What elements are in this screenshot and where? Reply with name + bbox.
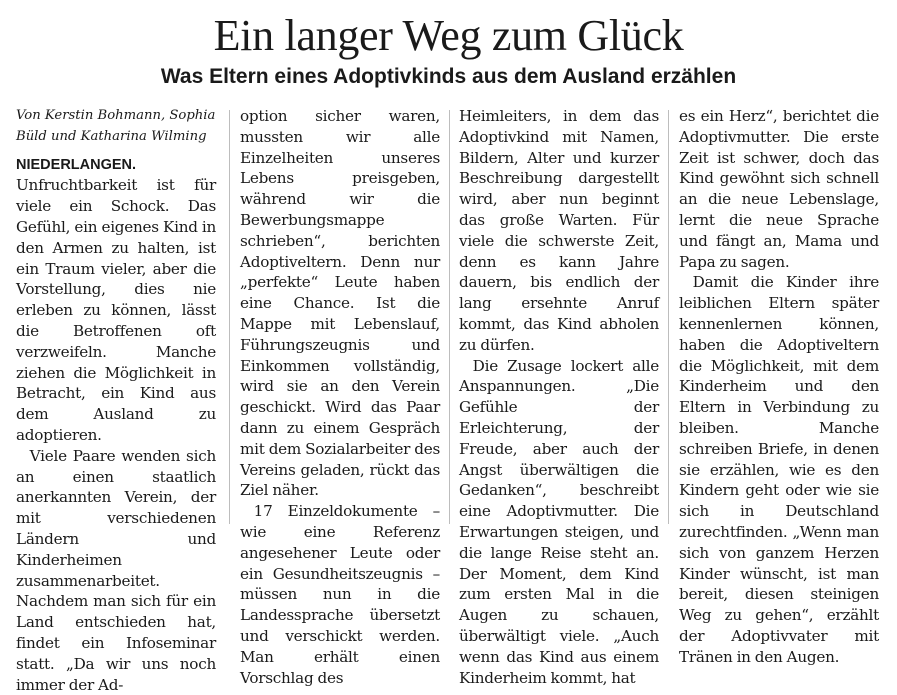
paragraph-text: Unfruchtbarkeit ist für viele ein Schock. Das Gefühl, ein eigenes Kind in den Armen zu halten, ist ein Traum vieler, aber die Vorstellung, dies nie erleben zu können, lässt die Betroffenen oft verzweifeln. Manche ziehen die Möglichkeit in Betracht, ein Kind aus dem Ausland zu adoptieren. — [16, 176, 216, 444]
headline: Ein langer Weg zum Glück — [213, 11, 684, 60]
article-column-1 — [16, 106, 216, 694]
paragraph: Viele Paare wenden sich an einen staatlich anerkannten Verein, der mit verschiedenen Ländern und Kinderheimen zusammenarbeitet. Nachdem man sich für ein Land entschieden hat, findet ein Infoseminar statt. „Da wir uns noch immer der Ad- — [16, 446, 216, 694]
paragraph: Heimleiters, in dem das Adoptivkind mit Namen, Bildern, Alter und kurzer Beschreibung dargestellt wird, aber nun beginnt das große Warten. Für viele die schwerste Zeit, denn es kann Jahre dauern, bis endlich der lang ersehnte Anruf kommt, das Kind abholen zu dürfen. — [459, 107, 659, 354]
paragraph: Damit die Kinder ihre leiblichen Eltern später kennenlernen können, haben die Adoptiveltern die Möglichkeit, mit dem Kinderheim und den Eltern in Verbindung zu bleiben. Manche schreiben Briefe, in denen sie erzählen, wie es den Kindern geht oder wie sie sich in Deutschland zurechtfinden. „Wenn man sich von ganzem Herzen Kinder wünscht, ist man bereit, diesen steinigen Weg zu gehen“, erzählt der Adoptivvater mit Tränen in den Augen. — [679, 273, 879, 666]
column-divider — [668, 110, 669, 524]
column-divider — [229, 110, 230, 524]
column-divider — [449, 110, 450, 524]
subheadline: Was Eltern eines Adoptivkinds aus dem Ausland erzählen — [160, 65, 737, 88]
dateline: NIEDERLANGEN. — [16, 156, 137, 173]
byline: Von Kerstin Bohmann, Sophia Büld und Katharina Wilming — [16, 108, 216, 144]
article-column-2 — [240, 106, 441, 687]
paragraph: 17 Einzeldokumente – wie eine Referenz angesehener Leute oder ein Gesundheitszeugnis – müssen nun in die Landessprache übersetzt und verschickt werden. Man erhält einen Vorschlag des — [240, 502, 440, 687]
paragraph: Die Zusage lockert alle Anspannungen. „Die Gefühle der Erleichterung, der Freude, aber auch der Angst überwältigen die Gedanken“, beschreibt eine Adoptivmutter. Die Erwartungen steigen, und die lange Reise steht an. Der Moment, dem Kind zum ersten Mal in die Augen zu schauen, überwältigt viele. „Auch wenn das Kind aus einem Kinderheim kommt, hat — [459, 356, 659, 687]
article-column-3 — [459, 106, 659, 687]
article-column-4 — [679, 106, 879, 666]
paragraph: es ein Herz“, berichtet die Adoptivmutter. Die erste Zeit ist schwer, doch das Kind gewöhnt sich schnell an die neue Lebenslage, lernt die neue Sprache und fängt an, Mama und Papa zu sagen. — [679, 107, 879, 271]
paragraph: option sicher waren, mussten wir alle Einzelheiten unseres Lebens preisgeben, während wir die Bewerbungsmappe schrieben“, berichten Adoptiveltern. Denn nur „perfekte“ Leute haben eine Chance. Ist die Mappe mit Lebenslauf, Führungszeugnis und Einkommen vollständig, wird sie an den Verein geschickt. Wird das Paar dann zu einem Gespräch mit dem Sozialarbeiter des Vereins geladen, rückt das Ziel näher. — [240, 107, 441, 500]
paragraph — [16, 154, 216, 446]
